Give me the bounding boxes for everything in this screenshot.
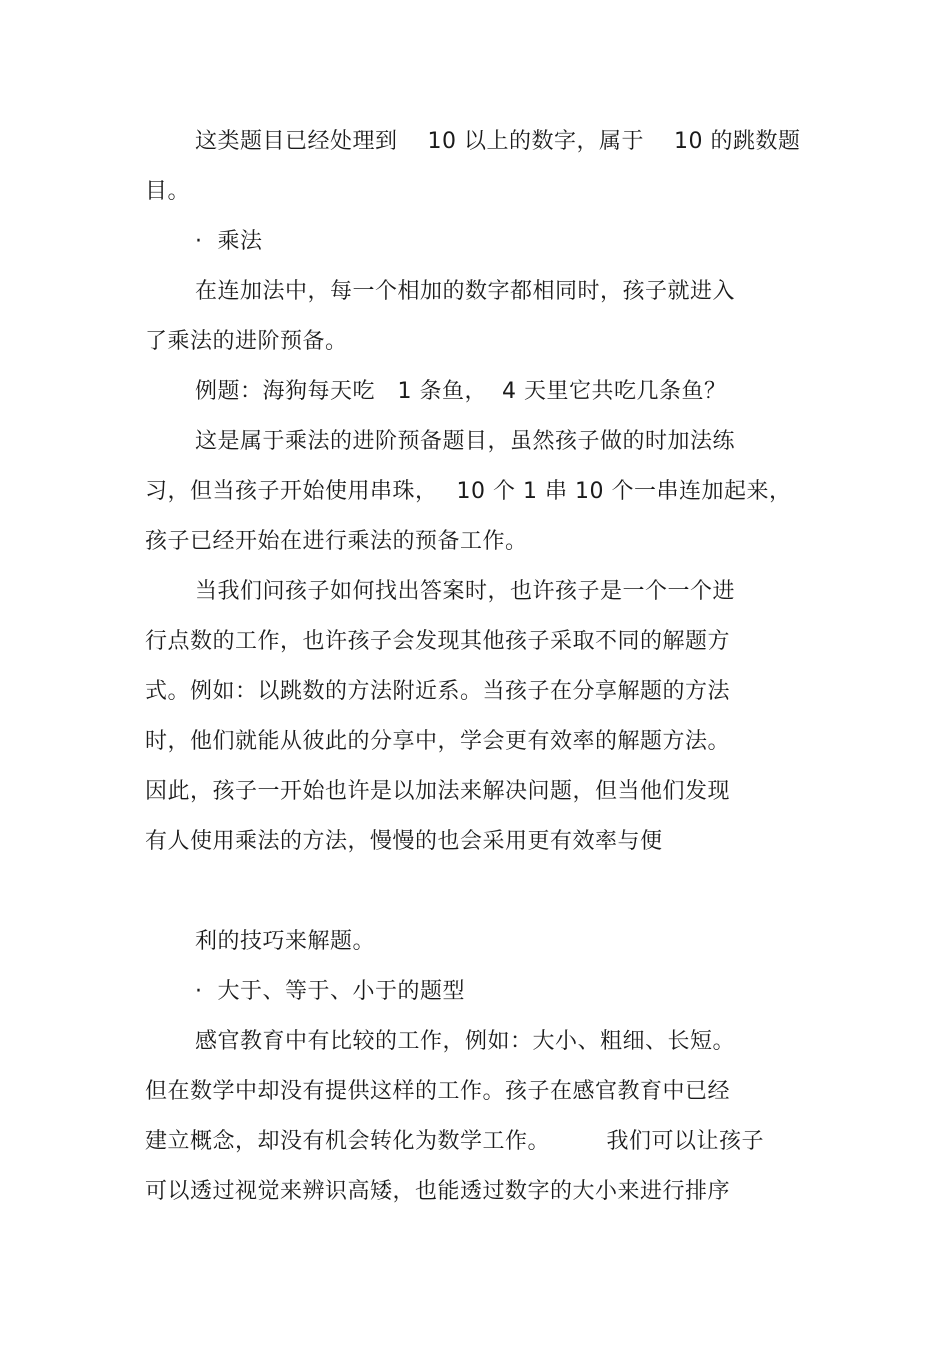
text-line: 当我们问孩子如何找出答案时，也许孩子是一个一个进 — [195, 579, 736, 604]
text-line: 这类题目已经处理到 10 以上的数字，属于 10 的跳数题 — [195, 129, 801, 154]
section-heading-comparison: · 大于、等于、小于的题型 — [195, 979, 465, 1004]
text-line: 因此，孩子一开始也许是以加法来解决问题，但当他们发现 — [145, 779, 731, 804]
text-line: 感官教育中有比较的工作，例如：大小、粗细、长短。 — [195, 1029, 736, 1054]
example-line: 例题：海狗每天吃 1 条鱼， 4 天里它共吃几条鱼？ — [195, 379, 727, 404]
text-line: 了乘法的进阶预备。 — [145, 329, 348, 354]
text-line: 但在数学中却没有提供这样的工作。孩子在感官教育中已经 — [145, 1079, 731, 1104]
text-line: 目。 — [145, 179, 191, 204]
text-line: 在连加法中，每一个相加的数字都相同时，孩子就进入 — [195, 279, 736, 304]
text-line: 可以透过视觉来辨识高矮，也能透过数字的大小来进行排序 — [145, 1179, 731, 1204]
text-line: 式。例如：以跳数的方法附近系。当孩子在分享解题的方法 — [145, 679, 731, 704]
text-line: 建立概念，却没有机会转化为数学工作。 我们可以让孩子 — [145, 1129, 765, 1154]
text-line: 时，他们就能从彼此的分享中，学会更有效率的解题方法。 — [145, 729, 731, 754]
text-line: 习，但当孩子开始使用串珠， 10 个 1 串 10 个一串连加起来， — [145, 479, 792, 504]
text-line: 这是属于乘法的进阶预备题目，虽然孩子做的时加法练 — [195, 429, 736, 454]
text-line: 行点数的工作，也许孩子会发现其他孩子采取不同的解题方 — [145, 629, 731, 654]
section-heading-multiplication: · 乘法 — [195, 229, 263, 254]
text-line: 孩子已经开始在进行乘法的预备工作。 — [145, 529, 528, 554]
text-line: 有人使用乘法的方法，慢慢的也会采用更有效率与便 — [145, 829, 663, 854]
text-line: 利的技巧来解题。 — [195, 929, 376, 954]
